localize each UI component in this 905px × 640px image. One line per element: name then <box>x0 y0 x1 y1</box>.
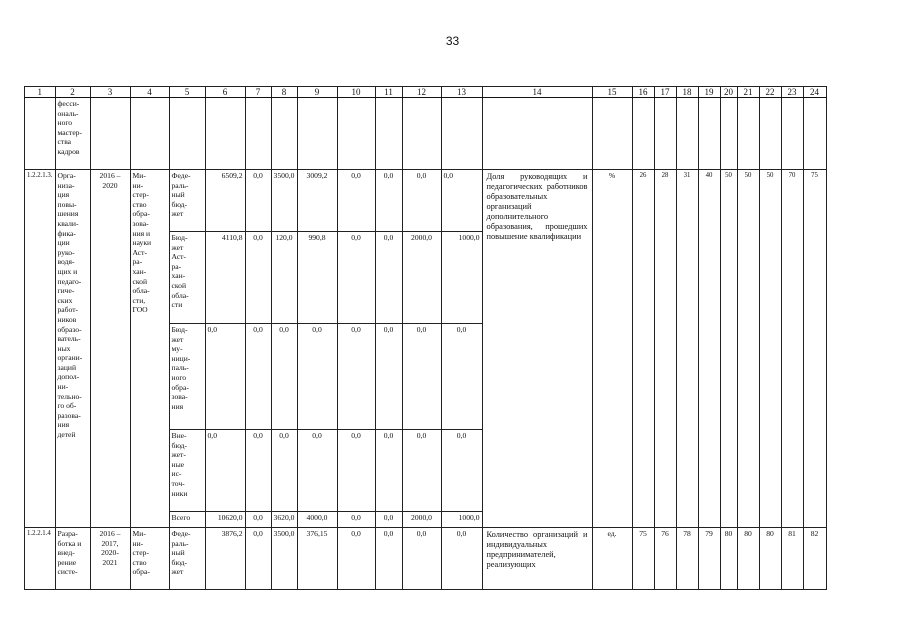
value-cell: 0,0 <box>271 430 297 512</box>
indicator-value: 31 <box>676 170 698 528</box>
value-cell: 376,15 <box>297 528 337 590</box>
indicator-value: 78 <box>676 528 698 590</box>
cell <box>169 98 205 170</box>
value-cell: 3620,0 <box>271 512 297 528</box>
program-table <box>24 86 827 590</box>
value-cell: 0,0 <box>297 430 337 512</box>
value-cell: 0,0 <box>337 528 375 590</box>
cell <box>759 98 781 170</box>
cell <box>676 98 698 170</box>
years: 2016 – 2017, 2020- 2021 <box>90 528 130 590</box>
cell <box>720 98 737 170</box>
indicator-value: 80 <box>759 528 781 590</box>
value-cell: 0,0 <box>402 528 441 590</box>
value-cell: 2000,0 <box>402 512 441 528</box>
value-cell: 0,0 <box>297 324 337 430</box>
header-cell: 3 <box>90 87 130 98</box>
indicator-value: 40 <box>698 170 720 528</box>
row-number: 1.2.2.1.4 <box>25 528 56 590</box>
cell <box>271 98 297 170</box>
cell <box>130 98 169 170</box>
indicator-value: 76 <box>654 528 676 590</box>
header-cell: 13 <box>441 87 482 98</box>
header-cell: 17 <box>654 87 676 98</box>
value-cell: 3009,2 <box>297 170 337 232</box>
value-cell: 0,0 <box>205 324 245 430</box>
value-cell: 0,0 <box>205 430 245 512</box>
continuation-row <box>25 98 827 170</box>
executor: Ми- ни- стер- ство обра- зова- ния и науки Аст- ра- хан- ской обла- сти, ГОО <box>130 170 169 528</box>
cell <box>245 98 271 170</box>
value-cell: 0,0 <box>375 528 402 590</box>
table-row <box>25 528 827 590</box>
header-cell: 21 <box>737 87 759 98</box>
header-cell: 16 <box>632 87 654 98</box>
cell <box>781 98 803 170</box>
header-cell: 9 <box>297 87 337 98</box>
value-cell: 0,0 <box>441 324 482 430</box>
funding-source: Всего <box>169 512 205 528</box>
value-cell: 1000,0 <box>441 232 482 324</box>
header-cell: 19 <box>698 87 720 98</box>
header-cell: 7 <box>245 87 271 98</box>
value-cell: 3500,0 <box>271 528 297 590</box>
unit: ед. <box>592 528 632 590</box>
header-cell: 24 <box>803 87 826 98</box>
indicator-value: 50 <box>759 170 781 528</box>
indicator-value: 70 <box>781 170 803 528</box>
cell <box>402 98 441 170</box>
value-cell: 0,0 <box>441 170 482 232</box>
value-cell: 4000,0 <box>297 512 337 528</box>
funding-source: Вне- бюд- жет- ные ис- точ- ники <box>169 430 205 512</box>
table-row <box>25 170 827 232</box>
header-cell: 8 <box>271 87 297 98</box>
activity-name: Орга- низа- ция повы- шения квали- фика- ции руко- водя- щих и педаго- гиче- ских работ- ников образо- ватель- ных органи- заций допол- ни- тельно- го об- разова- ния детей <box>55 170 90 528</box>
funding-source: Феде- раль- ный бюд- жет <box>169 528 205 590</box>
cell <box>632 98 654 170</box>
column-number-header <box>25 87 827 98</box>
funding-source: Бюд- жет Аст- ра- хан- ской обла- сти <box>169 232 205 324</box>
cell <box>337 98 375 170</box>
page-number: 33 <box>445 34 460 48</box>
header-cell: 20 <box>720 87 737 98</box>
value-cell: 0,0 <box>402 430 441 512</box>
value-cell: 120,0 <box>271 232 297 324</box>
value-cell: 0,0 <box>402 170 441 232</box>
value-cell: 0,0 <box>245 170 271 232</box>
header-cell: 6 <box>205 87 245 98</box>
header-cell: 18 <box>676 87 698 98</box>
indicator-value: 80 <box>737 528 759 590</box>
header-cell: 5 <box>169 87 205 98</box>
cell <box>737 98 759 170</box>
value-cell: 0,0 <box>402 324 441 430</box>
header-cell: 10 <box>337 87 375 98</box>
value-cell: 0,0 <box>375 512 402 528</box>
cell <box>482 98 592 170</box>
indicator-value: 50 <box>720 170 737 528</box>
cell <box>654 98 676 170</box>
value-cell: 3500,0 <box>271 170 297 232</box>
value-cell: 4110,8 <box>205 232 245 324</box>
funding-source: Феде- раль- ный бюд- жет <box>169 170 205 232</box>
value-cell: 0,0 <box>245 528 271 590</box>
cell <box>90 98 130 170</box>
header-cell: 2 <box>55 87 90 98</box>
header-cell: 23 <box>781 87 803 98</box>
header-cell: 4 <box>130 87 169 98</box>
header-cell: 12 <box>402 87 441 98</box>
indicator-value: 82 <box>803 528 826 590</box>
executor: Ми- ни- стер- ство обра- <box>130 528 169 590</box>
cell <box>441 98 482 170</box>
header-cell: 14 <box>482 87 592 98</box>
value-cell: 6509,2 <box>205 170 245 232</box>
indicator-value: 75 <box>632 528 654 590</box>
value-cell: 0,0 <box>245 430 271 512</box>
value-cell: 0,0 <box>337 324 375 430</box>
indicator-text: Количество организаций и индивидуальных предпринимателей, реализующих <box>482 528 592 590</box>
value-cell: 0,0 <box>337 512 375 528</box>
unit: % <box>592 170 632 528</box>
value-cell: 0,0 <box>245 232 271 324</box>
header-cell: 11 <box>375 87 402 98</box>
value-cell: 0,0 <box>337 232 375 324</box>
value-cell: 0,0 <box>245 324 271 430</box>
cell <box>205 98 245 170</box>
value-cell: 0,0 <box>271 324 297 430</box>
indicator-value: 80 <box>720 528 737 590</box>
value-cell: 990,8 <box>297 232 337 324</box>
indicator-text: Доля руководящих и педагогических работников образовательных организаций дополнительного образования, прошедших повышение квалификации <box>482 170 592 528</box>
indicator-value: 28 <box>654 170 676 528</box>
indicator-value: 81 <box>781 528 803 590</box>
value-cell: 0,0 <box>375 232 402 324</box>
cell <box>592 98 632 170</box>
value-cell: 0,0 <box>375 170 402 232</box>
cell <box>375 98 402 170</box>
years: 2016 – 2020 <box>90 170 130 528</box>
value-cell: 1000,0 <box>441 512 482 528</box>
indicator-value: 79 <box>698 528 720 590</box>
cont-name: фесси- ональ- ного мастер- ства кадров <box>55 98 90 170</box>
cell <box>698 98 720 170</box>
header-cell: 22 <box>759 87 781 98</box>
value-cell: 0,0 <box>375 430 402 512</box>
value-cell: 0,0 <box>441 528 482 590</box>
value-cell: 0,0 <box>337 170 375 232</box>
cell <box>803 98 826 170</box>
header-cell: 15 <box>592 87 632 98</box>
value-cell: 0,0 <box>337 430 375 512</box>
value-cell: 0,0 <box>245 512 271 528</box>
value-cell: 2000,0 <box>402 232 441 324</box>
header-cell: 1 <box>25 87 56 98</box>
value-cell: 3876,2 <box>205 528 245 590</box>
row-number: 1.2.2.1.3. <box>25 170 56 528</box>
funding-source: Бюд- жет му- ници- паль- ного обра- зова- ния <box>169 324 205 430</box>
value-cell: 10620,0 <box>205 512 245 528</box>
indicator-value: 50 <box>737 170 759 528</box>
activity-name: Разра- ботка и внед- рение систе- <box>55 528 90 590</box>
indicator-value: 75 <box>803 170 826 528</box>
value-cell: 0,0 <box>375 324 402 430</box>
cell <box>25 98 56 170</box>
cell <box>297 98 337 170</box>
indicator-value: 26 <box>632 170 654 528</box>
value-cell: 0,0 <box>441 430 482 512</box>
